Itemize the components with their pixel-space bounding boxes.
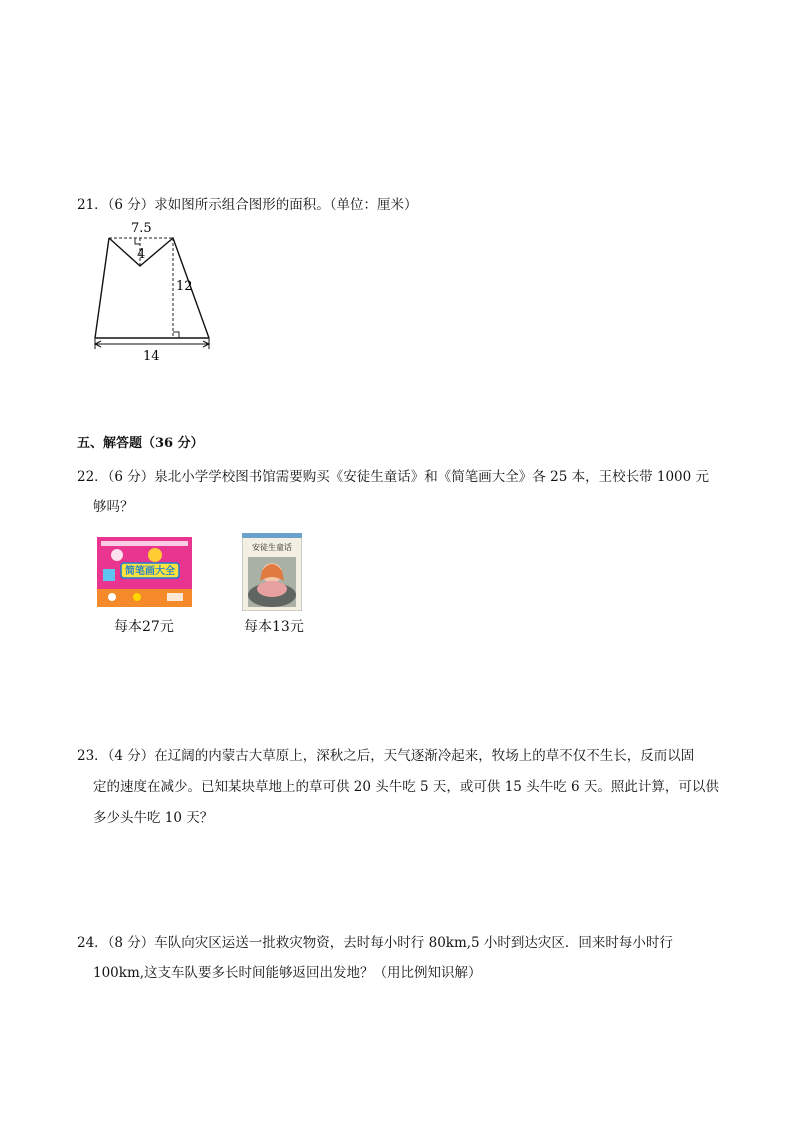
book2-price: 每本13元 bbox=[244, 619, 304, 635]
question-23-line2: 定的速度在减少。已知某块草地上的草可供 20 头牛吃 5 天，或可供 15 头牛吃 6 天。照此计算，可以供 bbox=[93, 779, 719, 795]
question-21-text: 21．（6 分）求如图所示组合图形的面积。（单位：厘米） bbox=[77, 197, 418, 213]
question-23-line3: 多少头牛吃 10 天？ bbox=[93, 810, 214, 826]
question-23-line1: 23．（4 分）在辽阔的内蒙古大草原上，深秋之后，天气逐渐冷起来，牧场上的草不仅不生长，反而以固 bbox=[77, 748, 695, 764]
book2-title: 安徒生童话 bbox=[252, 543, 292, 552]
section-title: 五、解答题（36 分） bbox=[77, 436, 204, 451]
book-cover-simple-drawing bbox=[97, 537, 192, 607]
question-24-line2: 100km,这支车队要多长时间能够返回出发地？（用比例知识解） bbox=[93, 965, 482, 981]
question-24-line1: 24．（8 分）车队向灾区运送一批救灾物资，去时每小时行 80km,5 小时到达灾区．回来时每小时行 bbox=[77, 935, 673, 951]
composite-shape-figure bbox=[85, 218, 220, 366]
label-top-width: 7.5 bbox=[131, 221, 152, 236]
label-base: 14 bbox=[143, 349, 160, 364]
right-angle-mark-top bbox=[135, 238, 140, 244]
book-cover-andersen bbox=[242, 533, 302, 611]
book1-title: 简笔画大全 bbox=[125, 566, 175, 577]
label-depth: 4 bbox=[137, 247, 146, 262]
question-22-line2: 够吗？ bbox=[93, 499, 134, 515]
right-angle-mark-bottom bbox=[173, 332, 179, 338]
label-height: 12 bbox=[176, 279, 193, 294]
book1-price: 每本27元 bbox=[114, 619, 174, 635]
question-22-line1: 22．（6 分）泉北小学学校图书馆需要购买《安徒生童话》和《简笔画大全》各 25 本，王校长带 1000 元 bbox=[77, 469, 710, 485]
